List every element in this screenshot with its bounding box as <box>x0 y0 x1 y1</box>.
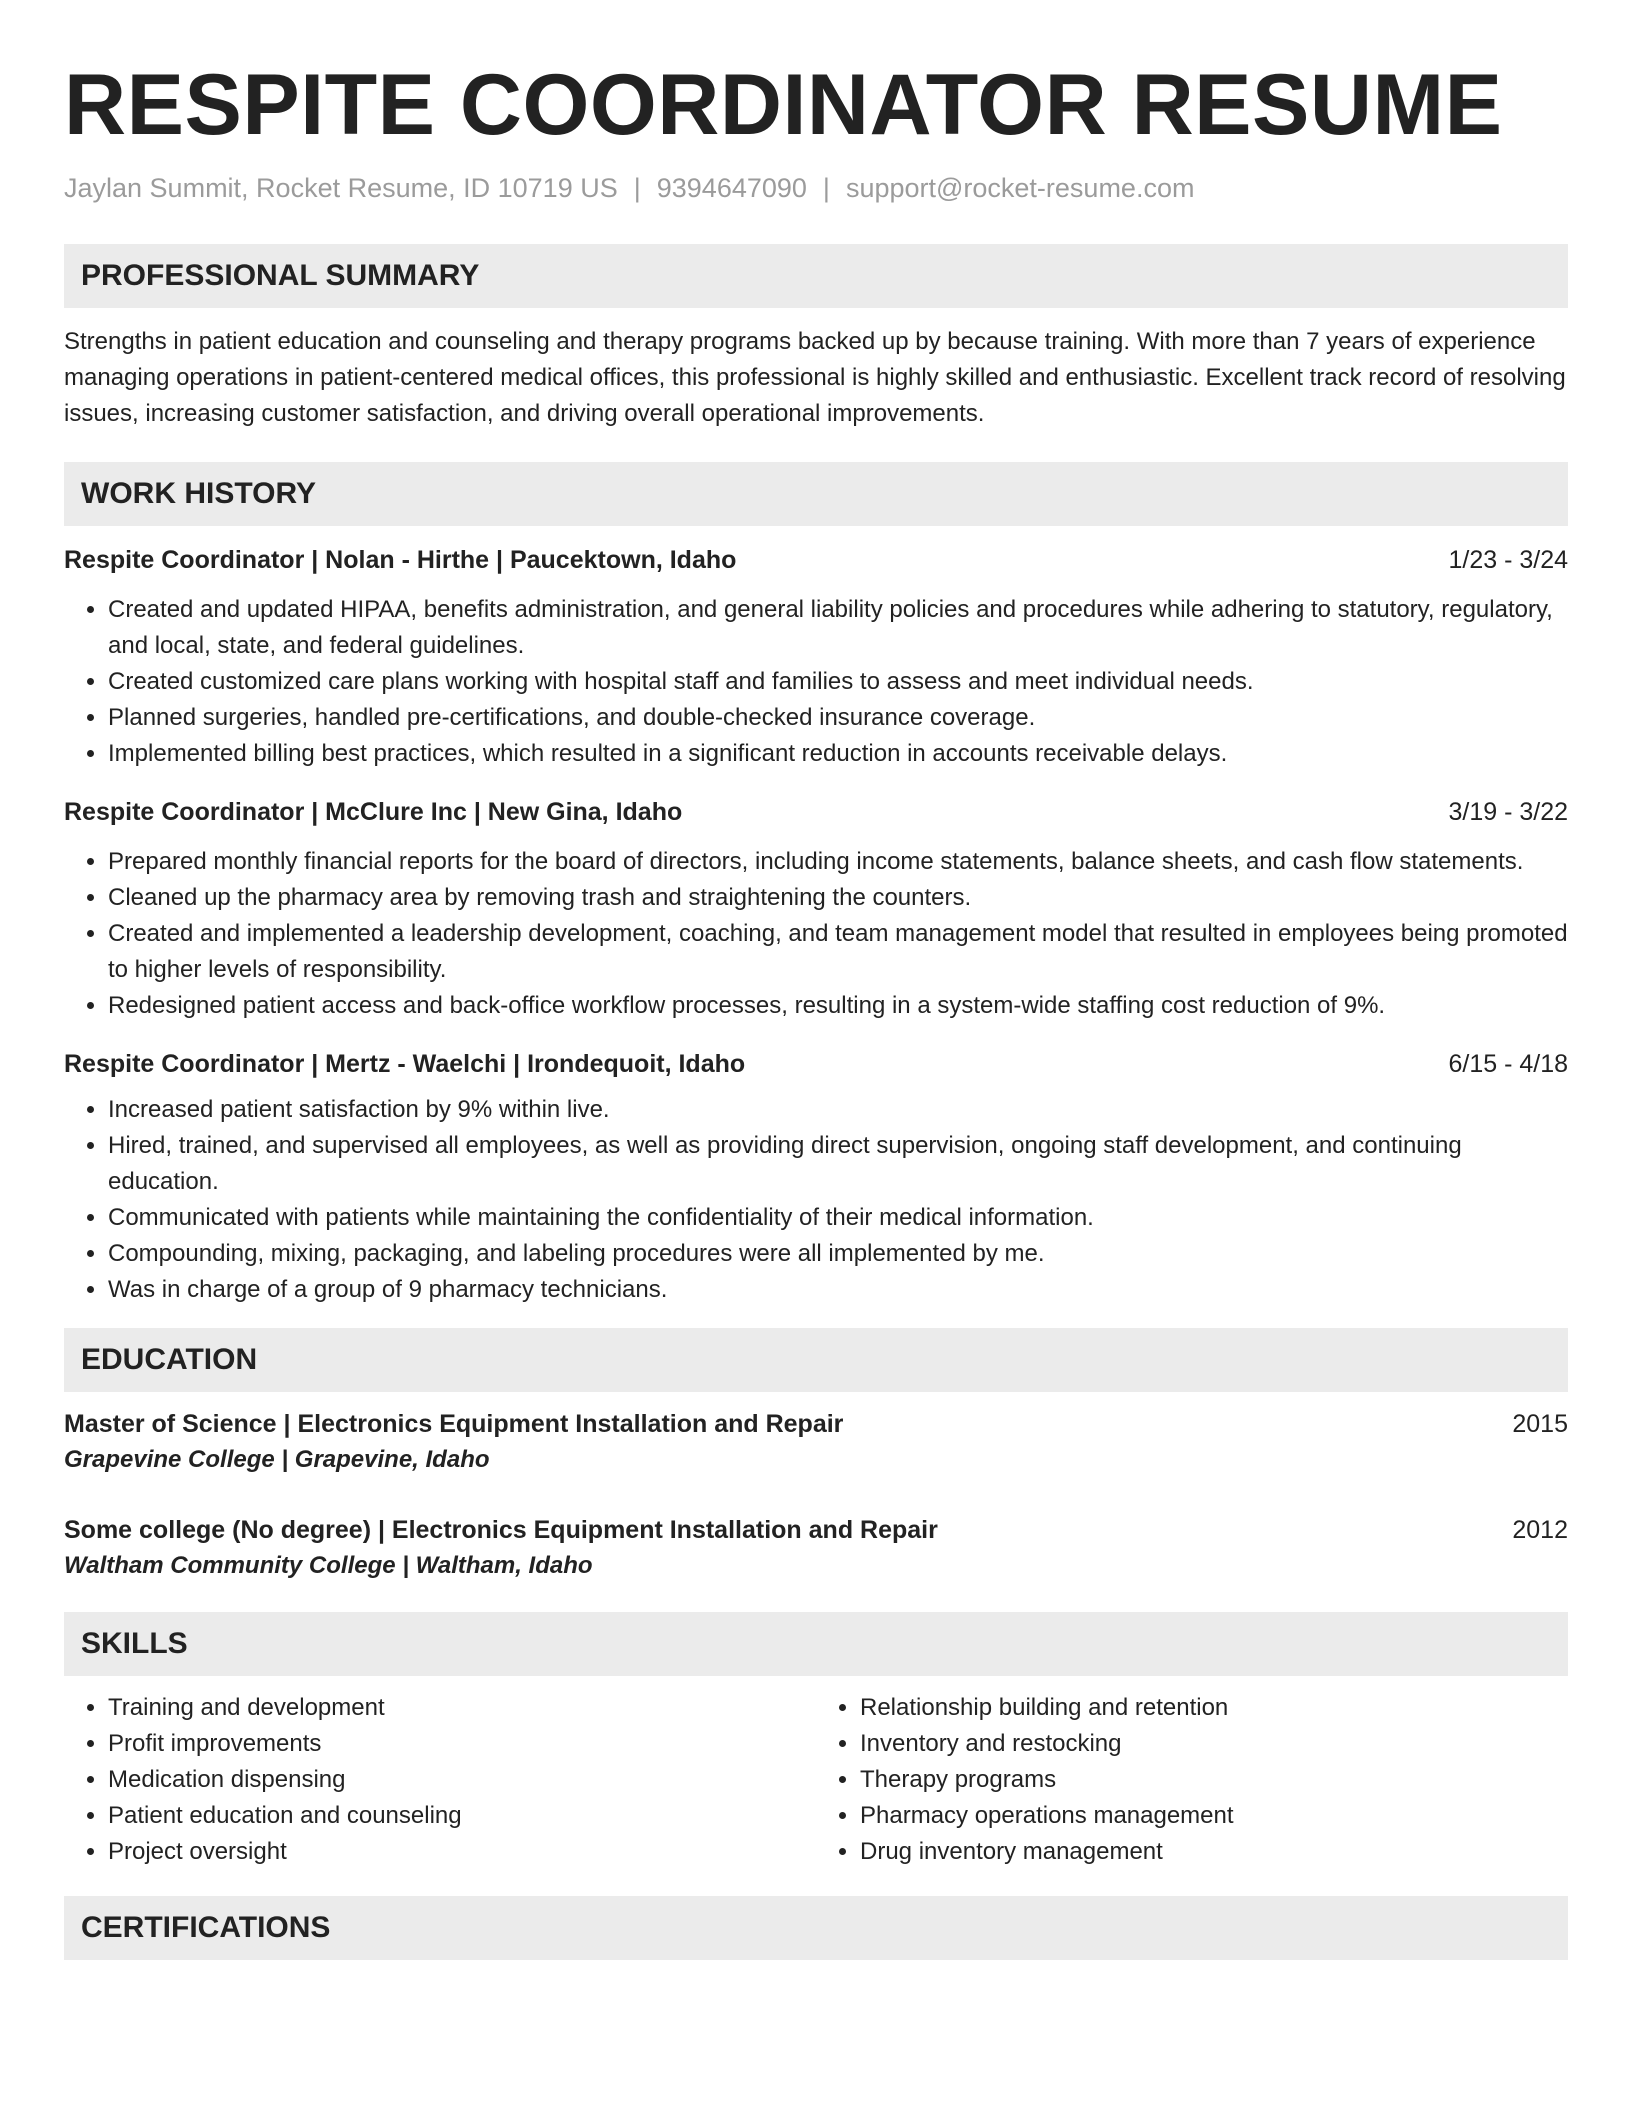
contact-separator: | <box>822 172 830 203</box>
job-bullet-list <box>64 592 1568 772</box>
job-bullet-list <box>64 844 1568 1024</box>
skill-item: • Drug inventory management <box>860 1834 1568 1870</box>
job-bullet: • Cleaned up the pharmacy area by removing trash and straightening the counters. <box>108 880 1568 916</box>
job-title: Respite Coordinator | Mertz - Waelchi | Irondequoit, Idaho <box>64 1049 746 1078</box>
job-bullet: • Created and updated HIPAA, benefits administration, and general liability policies and procedures while adhering to statutory, regulatory, and local, state, and federal guidelines. <box>108 592 1568 664</box>
job-title: Respite Coordinator | McClure Inc | New Gina, Idaho <box>64 797 683 826</box>
education-school: Grapevine College | Grapevine, Idaho <box>64 1445 490 1473</box>
skill-item: • Project oversight <box>108 1834 816 1870</box>
skills-list-left <box>64 1690 816 1870</box>
skill-item: • Inventory and restocking <box>860 1726 1568 1762</box>
section-heading-summary: PROFESSIONAL SUMMARY <box>64 244 1568 308</box>
skill-item: • Relationship building and retention <box>860 1690 1568 1726</box>
section-heading-skills: SKILLS <box>64 1612 1568 1676</box>
education-header <box>64 1406 1568 1442</box>
job-bullet: • Implemented billing best practices, which resulted in a significant reduction in accounts receivable delays. <box>108 736 1568 772</box>
education-year: 2012 <box>1512 1515 1568 1544</box>
summary-text: Strengths in patient education and counseling and therapy programs backed up by because training. With more than 7 years of experience managing operations in patient-centered medical offices, this professional is highly skilled and enthusiastic. Excellent track record of resolving issues, increasing customer satisfaction, and driving overall operational improvements. <box>64 327 1566 427</box>
section-heading-work-history: WORK HISTORY <box>64 462 1568 526</box>
job-bullet-list <box>64 1092 1568 1308</box>
job-bullet: • Was in charge of a group of 9 pharmacy technicians. <box>108 1272 1568 1308</box>
skill-item: • Medication dispensing <box>108 1762 816 1798</box>
job-bullet: • Created and implemented a leadership development, coaching, and team management model that resulted in employees being promoted to higher levels of responsibility. <box>108 916 1568 988</box>
job-header <box>64 542 1568 578</box>
job-header <box>64 1046 1568 1082</box>
job-dates: 6/15 - 4/18 <box>1448 1049 1568 1078</box>
contact-line <box>64 171 1568 206</box>
skill-item: • Therapy programs <box>860 1762 1568 1798</box>
job-title: Respite Coordinator | Nolan - Hirthe | Paucektown, Idaho <box>64 545 737 574</box>
skill-item: • Patient education and counseling <box>108 1798 816 1834</box>
contact-phone: 9394647090 <box>656 172 807 203</box>
skills-list-right <box>816 1690 1568 1870</box>
section-heading-certifications: CERTIFICATIONS <box>64 1896 1568 1960</box>
education-header <box>64 1512 1568 1548</box>
job-entry <box>64 542 1568 772</box>
contact-email: support@rocket-resume.com <box>845 172 1195 203</box>
job-header <box>64 794 1568 830</box>
job-bullet: • Prepared monthly financial reports for the board of directors, including income statements, balance sheets, and cash flow statements. <box>108 844 1568 880</box>
job-bullet: • Increased patient satisfaction by 9% within live. <box>108 1092 1568 1128</box>
skill-item: • Pharmacy operations management <box>860 1798 1568 1834</box>
education-school: Waltham Community College | Waltham, Idaho <box>64 1551 593 1579</box>
education-entry <box>64 1406 1568 1478</box>
job-entry <box>64 1046 1568 1308</box>
skill-item: • Profit improvements <box>108 1726 816 1762</box>
job-bullet: • Communicated with patients while maintaining the confidentiality of their medical information. <box>108 1200 1568 1236</box>
job-bullet: • Planned surgeries, handled pre-certifications, and double-checked insurance coverage. <box>108 700 1568 736</box>
skills-columns <box>64 1690 1568 1870</box>
resume-title: RESPITE COORDINATOR RESUME <box>64 57 1503 153</box>
job-dates: 1/23 - 3/24 <box>1448 545 1568 574</box>
contact-separator: | <box>633 172 641 203</box>
education-entry <box>64 1512 1568 1584</box>
section-heading-education: EDUCATION <box>64 1328 1568 1392</box>
job-dates: 3/19 - 3/22 <box>1448 797 1568 826</box>
job-bullet: • Hired, trained, and supervised all employees, as well as providing direct supervision, ongoing staff development, and continuing education. <box>108 1128 1568 1200</box>
skill-item: • Training and development <box>108 1690 816 1726</box>
contact-address: Jaylan Summit, Rocket Resume, ID 10719 US <box>64 172 618 203</box>
job-bullet: • Compounding, mixing, packaging, and labeling procedures were all implemented by me. <box>108 1236 1568 1272</box>
job-bullet: • Created customized care plans working with hospital staff and families to assess and meet individual needs. <box>108 664 1568 700</box>
education-degree: Some college (No degree) | Electronics Equipment Installation and Repair <box>64 1515 938 1544</box>
job-entry <box>64 794 1568 1024</box>
education-degree: Master of Science | Electronics Equipment Installation and Repair <box>64 1409 844 1438</box>
job-bullet: • Redesigned patient access and back-office workflow processes, resulting in a system-wide staffing cost reduction of 9%. <box>108 988 1568 1024</box>
education-year: 2015 <box>1512 1409 1568 1438</box>
